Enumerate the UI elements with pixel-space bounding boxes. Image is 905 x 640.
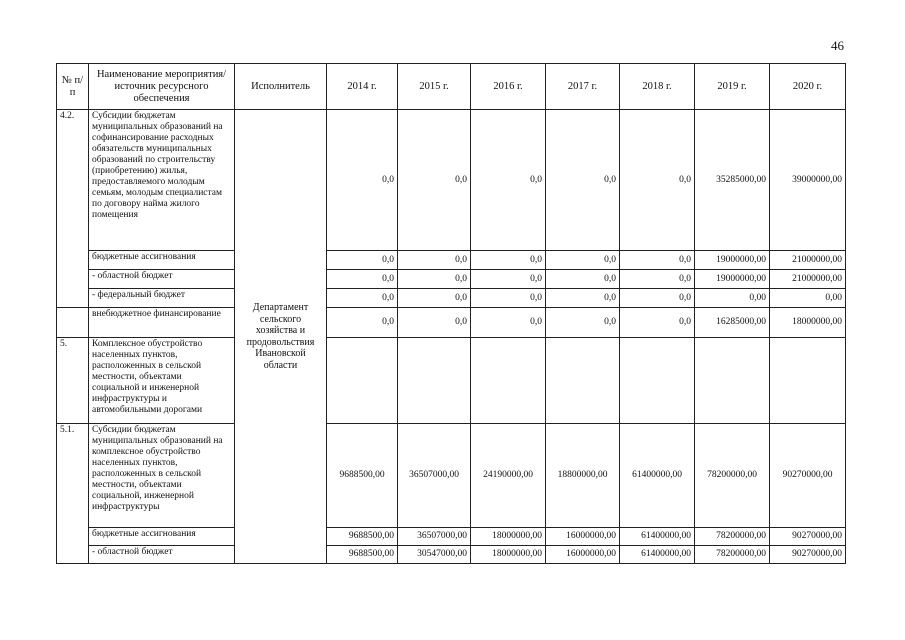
value-cell: 21000000,00 bbox=[770, 270, 846, 289]
table-row bbox=[57, 270, 846, 289]
value-cell: 78200000,00 bbox=[695, 546, 770, 564]
value-cell: 0,0 bbox=[546, 308, 620, 338]
value-cell: 35285000,00 bbox=[695, 110, 770, 251]
value-cell: 18000000,00 bbox=[471, 528, 546, 546]
value-cell: 21000000,00 bbox=[770, 251, 846, 270]
value-cell: 78200000,00 bbox=[695, 424, 770, 528]
value-cell: 0,0 bbox=[398, 251, 471, 270]
value-cell: 39000000,00 bbox=[770, 110, 846, 251]
row-name: Субсидии бюджетам муниципальных образований на комплексное обустройство населенных пунктов, расположенных в сельской местности, объектами социальной, инженерной инфраструктуры bbox=[89, 424, 235, 528]
header-name: Наименование мероприятия/источник ресурсного обеспечения bbox=[89, 64, 235, 110]
row-number: 4.2. bbox=[57, 110, 89, 308]
value-cell bbox=[471, 338, 546, 424]
value-cell: 0,0 bbox=[398, 308, 471, 338]
value-cell: 18800000,00 bbox=[546, 424, 620, 528]
value-cell: 16285000,00 bbox=[695, 308, 770, 338]
header-executor: Исполнитель bbox=[235, 64, 327, 110]
value-cell: 0,0 bbox=[546, 289, 620, 308]
value-cell: 16000000,00 bbox=[546, 546, 620, 564]
value-cell: 0,0 bbox=[471, 110, 546, 251]
row-name: бюджетные ассигнования bbox=[89, 528, 235, 546]
value-cell: 30547000,00 bbox=[398, 546, 471, 564]
executor-text: Департамент сельского хозяйства и продовольствия Ивановской области bbox=[246, 302, 315, 371]
value-cell: 0,0 bbox=[620, 270, 695, 289]
header-row bbox=[57, 64, 846, 110]
value-cell: 61400000,00 bbox=[620, 424, 695, 528]
value-cell: 61400000,00 bbox=[620, 546, 695, 564]
row-name: - областной бюджет bbox=[89, 270, 235, 289]
value-cell bbox=[546, 338, 620, 424]
value-cell: 0,0 bbox=[471, 270, 546, 289]
row-name: внебюджетное финансирование bbox=[89, 308, 235, 338]
value-cell: 0,0 bbox=[398, 289, 471, 308]
header-year-2019: 2019 г. bbox=[695, 64, 770, 110]
value-cell: 0,0 bbox=[546, 251, 620, 270]
value-cell: 0,0 bbox=[327, 308, 398, 338]
value-cell: 0,0 bbox=[327, 289, 398, 308]
header-year-2017: 2017 г. bbox=[546, 64, 620, 110]
value-cell: 78200000,00 bbox=[695, 528, 770, 546]
value-cell: 18000000,00 bbox=[770, 308, 846, 338]
value-cell bbox=[327, 338, 398, 424]
value-cell: 0,0 bbox=[546, 270, 620, 289]
value-cell: 0,0 bbox=[471, 251, 546, 270]
header-year-2018: 2018 г. bbox=[620, 64, 695, 110]
value-cell: 18000000,00 bbox=[471, 546, 546, 564]
value-cell: 24190000,00 bbox=[471, 424, 546, 528]
value-cell: 0,0 bbox=[471, 308, 546, 338]
header-num: № п/п bbox=[57, 64, 89, 110]
value-cell: 0,0 bbox=[620, 110, 695, 251]
table-row bbox=[57, 424, 846, 528]
value-cell bbox=[695, 338, 770, 424]
value-cell: 0,0 bbox=[620, 308, 695, 338]
value-cell: 9688500,00 bbox=[327, 424, 398, 528]
header-year-2016: 2016 г. bbox=[471, 64, 546, 110]
value-cell: 0,00 bbox=[770, 289, 846, 308]
table-row bbox=[57, 338, 846, 424]
executor-cell bbox=[235, 110, 327, 564]
row-name: - федеральный бюджет bbox=[89, 289, 235, 308]
value-cell: 90270000,00 bbox=[770, 528, 846, 546]
value-cell bbox=[620, 338, 695, 424]
table-row bbox=[57, 546, 846, 564]
table-row bbox=[57, 289, 846, 308]
row-number: 5. bbox=[57, 338, 89, 424]
header-year-2015: 2015 г. bbox=[398, 64, 471, 110]
row-name: Комплексное обустройство населенных пунктов, расположенных в сельской местности, объектами социальной и инженерной инфраструктуры и автомобильными дорогами bbox=[89, 338, 235, 424]
header-year-2014: 2014 г. bbox=[327, 64, 398, 110]
value-cell: 16000000,00 bbox=[546, 528, 620, 546]
value-cell: 0,0 bbox=[546, 110, 620, 251]
value-cell bbox=[770, 338, 846, 424]
value-cell: 19000000,00 bbox=[695, 251, 770, 270]
table-row bbox=[57, 251, 846, 270]
row-number bbox=[57, 308, 89, 338]
budget-table bbox=[56, 63, 846, 564]
value-cell: 0,0 bbox=[327, 110, 398, 251]
row-number: 5.1. bbox=[57, 424, 89, 564]
value-cell: 61400000,00 bbox=[620, 528, 695, 546]
value-cell: 0,0 bbox=[327, 270, 398, 289]
page-number: 46 bbox=[831, 38, 844, 53]
value-cell: 0,0 bbox=[471, 289, 546, 308]
value-cell bbox=[398, 338, 471, 424]
value-cell: 90270000,00 bbox=[770, 546, 846, 564]
value-cell: 0,0 bbox=[620, 289, 695, 308]
header-year-2020: 2020 г. bbox=[770, 64, 846, 110]
value-cell: 90270000,00 bbox=[770, 424, 846, 528]
value-cell: 0,0 bbox=[327, 251, 398, 270]
value-cell: 0,0 bbox=[398, 110, 471, 251]
value-cell: 36507000,00 bbox=[398, 528, 471, 546]
table-row bbox=[57, 110, 846, 251]
value-cell: 0,00 bbox=[695, 289, 770, 308]
table-row bbox=[57, 308, 846, 338]
value-cell: 0,0 bbox=[620, 251, 695, 270]
row-name: - областной бюджет bbox=[89, 546, 235, 564]
row-name: бюджетные ассигнования bbox=[89, 251, 235, 270]
value-cell: 36507000,00 bbox=[398, 424, 471, 528]
table-row bbox=[57, 528, 846, 546]
value-cell: 9688500,00 bbox=[327, 546, 398, 564]
value-cell: 9688500,00 bbox=[327, 528, 398, 546]
value-cell: 0,0 bbox=[398, 270, 471, 289]
row-name: Субсидии бюджетам муниципальных образований на софинансирование расходных обязательств муниципальных образований по строительству (приобретению) жилья, предоставляемого молодым семьям, молодым специалистам по договору найма жилого помещения bbox=[89, 110, 235, 251]
value-cell: 19000000,00 bbox=[695, 270, 770, 289]
